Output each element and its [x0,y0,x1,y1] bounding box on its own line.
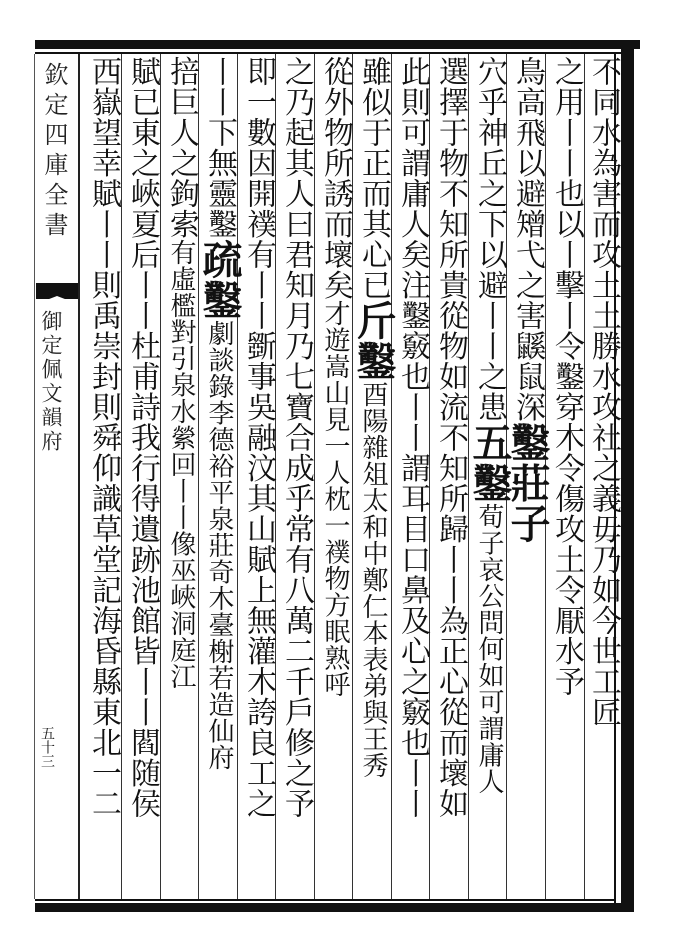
annotation-text: 酉陽雜俎太和中鄭仁本表弟與王秀 [358,381,388,779]
text-column-8 [316,56,354,896]
column-text: 之乃起其人曰君知月乃七寶合成乎常有八萬二千戶修之予 [279,56,314,819]
column-text: 賦已東之峽夏后丨丨杜甫詩我行得遺跡池館皆丨丨閻随侯 [125,56,160,819]
column-text: 雖似于正而其心已 [356,56,391,300]
text-column-11 [196,56,243,896]
column-text: 掊巨人之鉤索 [164,56,199,239]
margin-book-title: 御定佩文韻府 [39,310,63,454]
annotation-text: 有虛檻對引泉水縈回丨丨像巫峽洞庭江 [166,239,196,690]
page-number: 五十三 [39,726,55,768]
bottom-border [35,903,634,912]
text-column-13 [123,56,161,896]
margin-divider [78,54,80,899]
column-text: 之用丨丨也以丨擊丨令鑿穿木令傷攻土令厭水予 [549,56,584,697]
text-column-12 [162,56,200,896]
column-text: 不同水為害而攻土土勝水攻社之義毋乃如今世工匠 [586,56,621,727]
column-text: 鳥高飛以避矰弋之害鼷鼠深 [510,56,545,422]
column-text: 選擇于物不知所貴從物如流不知所歸丨丨為正心從而壞如 [433,56,468,819]
fish-tail-notch [36,296,78,304]
column-text: 即一數因開襆有丨丨斵事吳融汶其山賦上無灌木誇良工之 [241,56,276,819]
text-column-3 [504,56,551,896]
column-text: 西嶽望幸賦丨丨則禹崇封則舜仰識草堂記海昏縣東北一二 [86,56,121,819]
annotation-text: 荀子哀公問何如可謂庸人 [474,503,504,795]
top-border [35,40,640,49]
text-column-6 [393,56,431,896]
column-text: 丨丨下無靈鑿 [202,56,237,239]
text-column-2 [547,56,585,896]
text-column-1 [586,56,620,896]
annotation-label: 疏鑿 [196,239,243,320]
text-column-5 [431,56,469,896]
text-column-4 [466,56,513,896]
text-column-9 [277,56,315,896]
left-edge-line [34,54,35,899]
column-text: 穴乎神丘之下以避丨丨之患 [472,56,507,422]
top-inner-border [35,52,625,54]
annotation-label: 鑿莊子 [504,422,551,544]
margin-collection-title: 欽定四庫全書 [40,62,68,242]
text-column-7 [350,56,397,896]
text-column-14 [84,56,122,896]
bottom-inner-border [35,899,616,901]
annotation-text: 劇談錄李德裕平泉莊奇木臺榭若造仙府 [204,320,234,771]
annotation-label: 五鑿 [466,422,513,503]
text-column-10 [239,56,277,896]
annotation-text: 才遊嵩山見一人枕一襆物方眠熟呼 [320,300,350,698]
right-border [621,40,634,912]
column-text: 從外物所誘而壞矣 [318,56,353,300]
column-text: 此則可謂庸人矣注鑿竅也丨丨謂耳目口鼻及心之竅也丨丨 [395,56,430,819]
annotation-label: 斤鑿 [350,300,397,381]
